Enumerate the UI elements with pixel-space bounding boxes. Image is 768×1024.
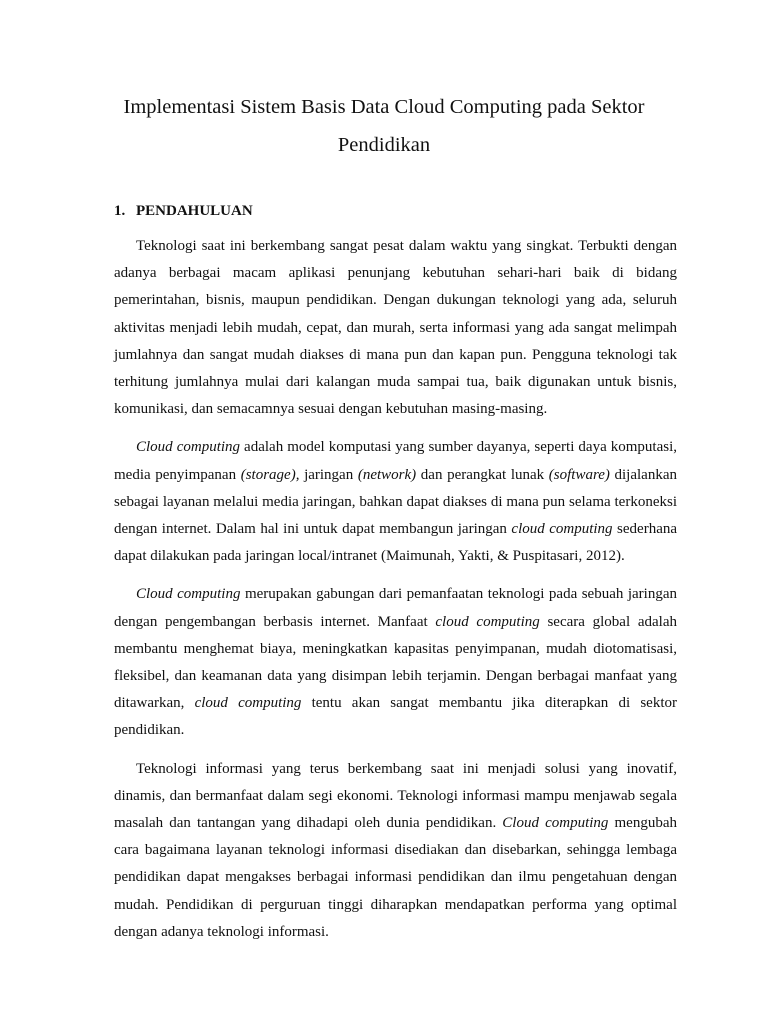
- italic-term: Cloud computing: [502, 815, 609, 832]
- paragraph: [114, 581, 677, 744]
- italic-term: Cloud computing: [136, 586, 241, 603]
- paragraph-text: Teknologi saat ini berkembang sangat pesat dalam waktu yang singkat. Terbukti dengan adanya berbagai macam aplikasi penunjang kebutuhan sehari-hari baik di bidang pemerintahan, bisnis, maupun pendidikan. Dengan dukungan teknologi yang ada, seluruh aktivitas menjadi lebih mudah, cepat, dan murah, serta informasi yang ada sangat melimpah jumlahnya dan sangat mudah diakses di mana pun dan kapan pun. Pengguna teknologi tak terhitung jumlahnya mulai dari kalangan muda sampai tua, baik digunakan untuk bisnis, komunikasi, dan semacamnya sesuai dengan kebutuhan masing-masing.: [114, 238, 677, 418]
- paragraph: [114, 233, 677, 423]
- italic-term: cloud computing: [511, 521, 613, 538]
- paragraph-text: adalah model komputasi yang sumber dayanya, seperti daya komputasi, media penyimpanan: [114, 439, 677, 483]
- paragraph-text: Teknologi informasi yang terus berkembang saat ini menjadi solusi yang inovatif, dinamis, dan bermanfaat dalam segi ekonomi. Teknologi informasi mampu menjawab segala masalah dan tantangan yang dihadapi oleh dunia pendidikan.: [114, 760, 677, 832]
- paragraph-text: tentu akan sangat membantu jika diterapkan di sektor pendidikan.: [114, 695, 677, 739]
- paragraph: [114, 756, 677, 946]
- paragraph-text: jaringan: [299, 466, 358, 483]
- paragraph-text: merupakan gabungan dari pemanfaatan teknologi pada sebuah jaringan dengan pengembangan berbasis internet. Manfaat: [114, 586, 677, 630]
- paragraph-text: secara global adalah membantu menghemat biaya, meningkatkan kapasitas penyimpanan, mudah diotomatisasi, fleksibel, dan keamanan data yang disimpan lebih terjamin. Dengan berbagai manfaat yang ditawarkan,: [114, 613, 677, 712]
- document-title: [100, 88, 668, 164]
- title-line-2: Pendidikan: [337, 134, 431, 156]
- body-text: [114, 233, 677, 957]
- paragraph: [114, 434, 677, 570]
- paragraph-text: mengubah cara bagaimana layanan teknologi informasi disediakan dan disebarkan, sehingga lembaga pendidikan dapat mengakses berbagai informasi pendidikan dan ilmu pengetahuan dengan mudah. Pendidikan di perguruan tinggi diharapkan mendapatkan performa yang optimal dengan adanya teknologi informasi.: [114, 815, 677, 940]
- italic-term: cloud computing: [194, 695, 302, 712]
- title-line-1: Implementasi Sistem Basis Data Cloud Computing pada Sektor: [123, 96, 645, 118]
- paragraph-text: sederhana dapat dilakukan pada jaringan local/intranet (Maimunah, Yakti, & Puspitasari, 2012).: [114, 521, 678, 565]
- italic-term: (software): [548, 466, 610, 483]
- italic-term: (storage),: [240, 466, 300, 483]
- section-heading: [114, 199, 253, 223]
- italic-term: (network): [357, 466, 417, 483]
- section-title: PENDAHULUAN: [136, 203, 253, 219]
- italic-term: Cloud computing: [136, 439, 241, 456]
- paragraph-text: dijalankan sebagai layanan melalui media jaringan, bahkan dapat diakses di mana pun selama terkoneksi dengan internet. Dalam hal ini untuk dapat membangun jaringan: [114, 466, 677, 538]
- italic-term: cloud computing: [435, 613, 540, 630]
- section-number: 1.: [114, 203, 126, 219]
- paragraph-text: dan perangkat lunak: [416, 466, 549, 483]
